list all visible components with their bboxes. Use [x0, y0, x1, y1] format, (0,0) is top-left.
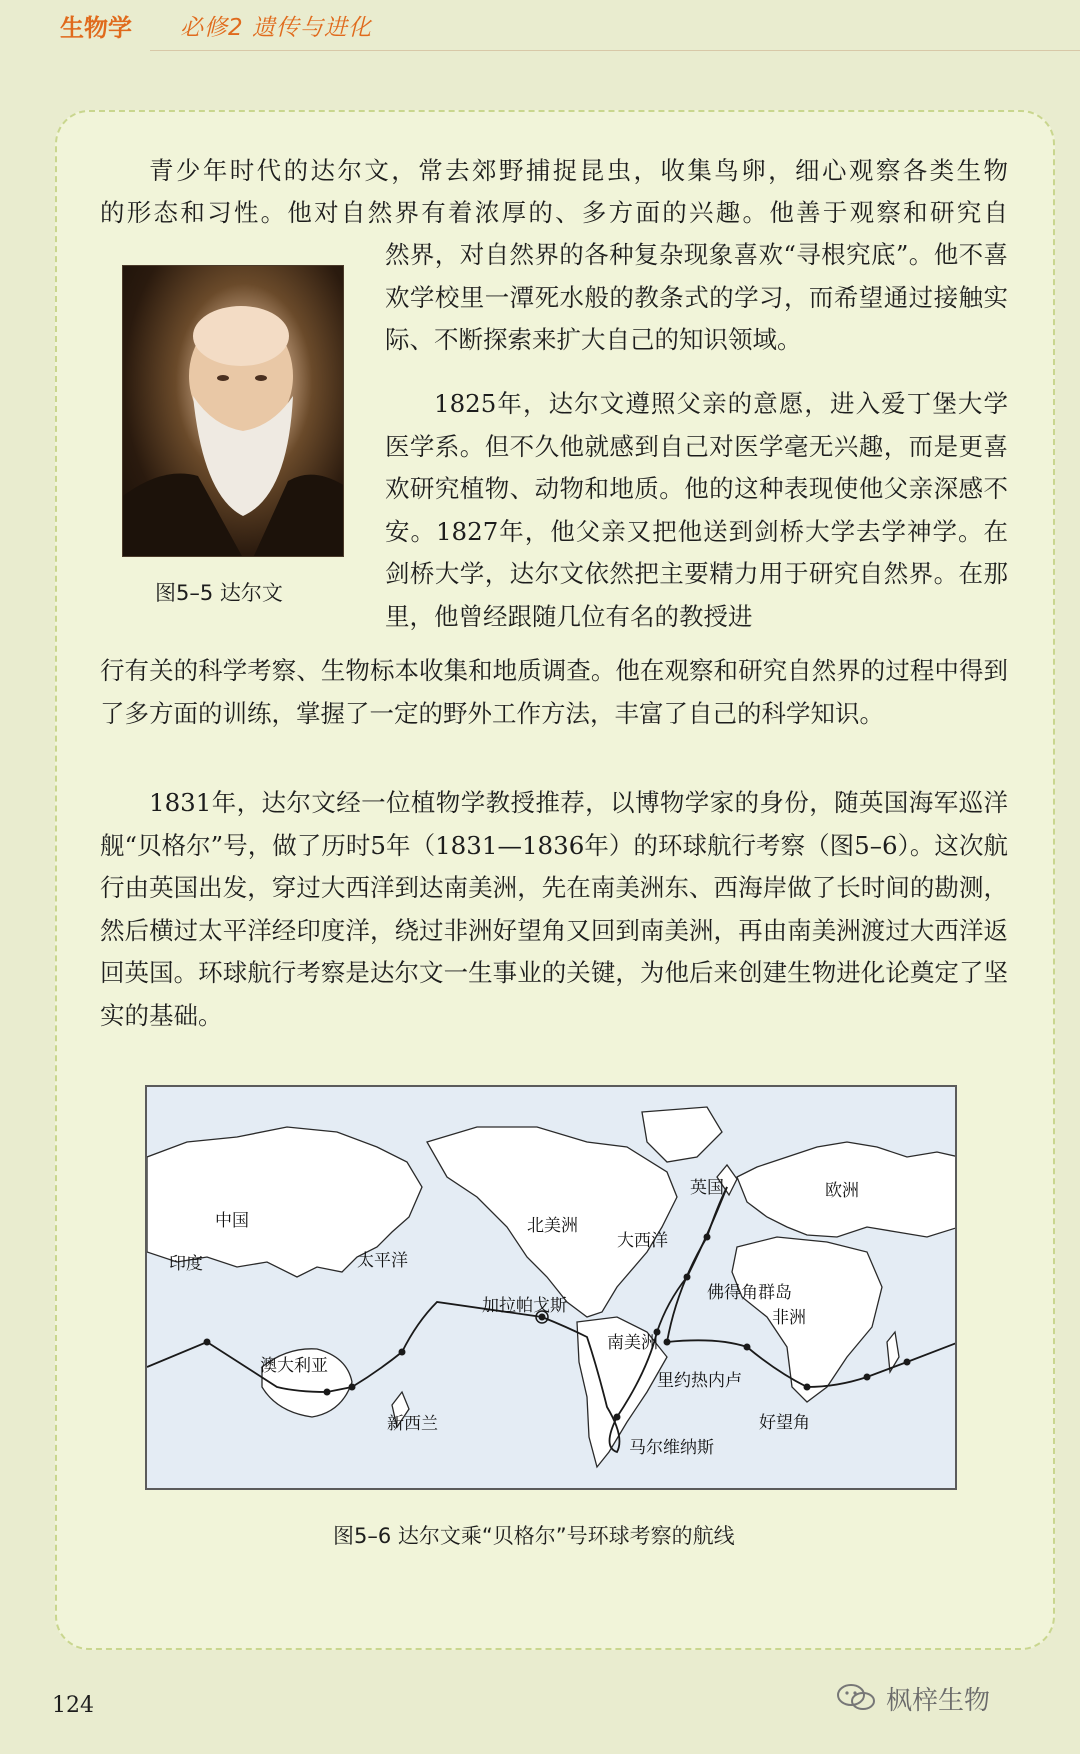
header-subject: 生物学	[60, 14, 132, 42]
map-label-new-zealand: 新西兰	[387, 1414, 438, 1434]
page-number: 124	[52, 1693, 94, 1718]
map-label-south-america: 南美洲	[607, 1333, 658, 1353]
map-label-cape-verde: 佛得角群岛	[707, 1283, 792, 1303]
paragraph-3: 1831年，达尔文经一位植物学教授推荐，以博物学家的身份，随英国海军巡洋舰“贝格尔”号，做了历时5年（1831—1836年）的环球航行考察（图5–6）。这次航行由英国出发，穿过大西洋到达南美洲，先在南美洲东、西海岸做了长时间的勘测，然后横过太平洋经印度洋，绕过非洲好望角又回到南美洲，再由南美洲渡过大西洋返回英国。环球航行考察是达尔文一生事业的关键，为他后来创建生物进化论奠定了坚实的基础。	[100, 788, 1008, 1030]
paragraph-1-line-1: 青少年时代的达尔文，常去郊野捕捉昆虫，收集鸟卵，细心观察各类生物	[149, 156, 1008, 185]
figure-5-6-caption: 图5–6 达尔文乘“贝格尔”号环球考察的航线	[333, 1524, 735, 1548]
map-label-china: 中国	[215, 1211, 249, 1231]
darwin-portrait	[122, 265, 344, 557]
paragraph-2-full: 行有关的科学考察、生物标本收集和地质调查。他在观察和研究自然界的过程中得到了多方面的训练，掌握了一定的野外工作方法，丰富了自己的科学知识。	[100, 656, 1008, 728]
paragraph-2-right: 1825年，达尔文遵照父亲的意愿，进入爱丁堡大学医学系。但不久他就感到自己对医学毫无兴趣，而是更喜欢研究植物、动物和地质。他的这种表现使他父亲深感不安。1827年，他父亲又把他送到剑桥大学去学神学。在剑桥大学，达尔文依然把主要精力用于研究自然界。在那里，他曾经跟随几位有名的教授进	[385, 389, 1008, 631]
map-label-good-hope: 好望角	[759, 1413, 810, 1433]
map-label-malvinas: 马尔维纳斯	[629, 1438, 714, 1458]
header-book-title: 必修2 遗传与进化	[180, 15, 372, 41]
map-label-europe: 欧洲	[825, 1181, 859, 1201]
watermark-text: 枫梓生物	[886, 1686, 991, 1716]
paragraph-1-line-2: 的形态和习性。他对自然界有着浓厚的、多方面的兴趣。他善于观察和研究自	[100, 198, 1008, 227]
watermark	[886, 1680, 990, 1717]
map-label-australia: 澳大利亚	[260, 1356, 328, 1376]
map-label-pacific: 太平洋	[357, 1251, 408, 1271]
header-rule	[150, 50, 1080, 51]
paragraph-1-right: 然界，对自然界的各种复杂现象喜欢“寻根究底”。他不喜欢学校里一潭死水般的教条式的学习，而希望通过接触实际、不断探索来扩大自己的知识领域。	[385, 240, 1008, 354]
page-header	[0, 0, 1080, 60]
map-label-rio: 里约热内卢	[657, 1371, 742, 1391]
voyage-map	[145, 1085, 957, 1490]
map-label-africa: 非洲	[772, 1308, 806, 1328]
figure-5-5-caption: 图5–5 达尔文	[155, 581, 283, 605]
map-label-galapagos: 加拉帕戈斯	[482, 1296, 567, 1316]
map-label-england: 英国	[690, 1178, 724, 1198]
world-map-graphic	[147, 1087, 957, 1490]
map-label-india: 印度	[169, 1254, 203, 1274]
map-label-atlantic: 大西洋	[617, 1231, 668, 1251]
wechat-icon	[836, 1682, 876, 1712]
map-label-north-america: 北美洲	[527, 1216, 578, 1236]
